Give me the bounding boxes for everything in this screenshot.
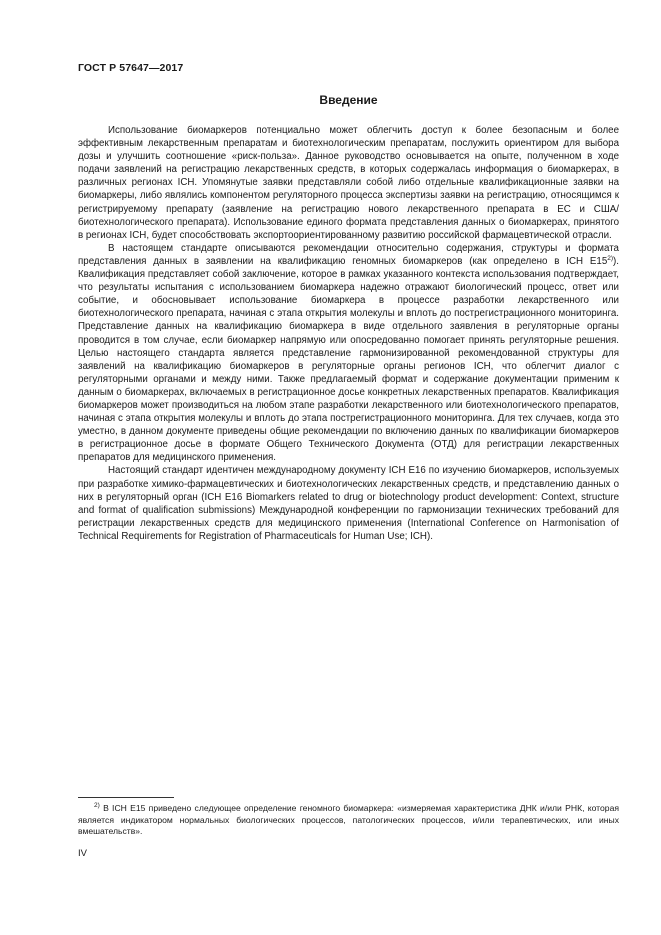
footnote-paragraph (78, 803, 619, 838)
footnote-marker: 2) (94, 802, 100, 810)
paragraph-2 (78, 242, 619, 465)
footnote-text: В ICH E15 приведено следующее определение геномного биомаркера: «измеряемая характеристика ДНК и/или РНК, которая является индикатором нормальных биологических процессов, патологических процессов, и/или терапевтических, или иных вмешательств». (78, 803, 620, 837)
footnote-reference[interactable]: 2) (607, 254, 614, 262)
page-number: IV (78, 848, 87, 859)
footnote-divider (78, 797, 174, 798)
document-code: ГОСТ Р 57647—2017 (78, 62, 184, 74)
paragraph-text: Использование биомаркеров потенциально может облегчить доступ к более безопасным и более эффективным лекарственным препаратам и биотехнологическим препаратам, послужить ориентиром для выбора дозы и улучшить соотношение «риск-польза». Данное руководство основывается на опыте, полученном в ходе подачи заявлений на регистрацию лекарственных средств, в которых содержалась информация о биомаркерах, в различных регионах ICH. Упомянутые заявки представляли собой либо отдельные квалификационные заявки на биомаркеры, либо являлись компонентом регуляторного процесса экспертизы заявки на регистрацию, относящимся к регистрируемому препарату (заявление на регистрацию нового лекарственного препарата в ЕС и США/биотехнологического препарата). Использование единого формата представления данных о биомаркерах, принятого в регионах ICH, будет способствовать экспортоориентированному развитию российской фармацевтической отрасли. (78, 125, 619, 241)
section-title: Введение (319, 93, 378, 107)
footnote (78, 803, 619, 838)
paragraph-text-after-ref: ). Квалификация представляет собой заключение, которое в рамках указанного контекста использования подтверждает, что результаты испытания с использованием биомаркера надежно отражают биологический процесс, ответ или событие, и обосновывает использование биомаркера в процессе разработки лекарственного или биотехнологического препарата, начиная с этапа открытия молекулы и вплоть до пострегистрационного мониторинга. Представление данных на квалификацию биомаркера в виде отдельного заявления в регуляторные органы проводится в том случае, если биомаркер напрямую или опосредованно помогает принять регуляторные решения. Целью настоящего стандарта является представление гармонизированной рекомендованной структуры для заявлений на квалификацию биомаркеров в регуляторные органы регионов ICH, что облегчит диалог с регуляторными органами и между ними. Также предлагаемый формат и содержание документации применим к данным о биомаркерах, включаемых в регистрационное досье конкретных лекарственных препаратов. Квалификация биомаркеров может производиться на любом этапе разработки лекарственного или биотехнологического препаратов, начиная с этапа открытия молекулы и вплоть до этапа пострегистрационного мониторинга. Для тех случаев, когда это уместно, в данном документе приведены общие рекомендации по включению данных по квалификации биомаркеров в регистрационное досье в формате Общего Технического Документа (ОТД) для регистрации лекарственных препаратов для медицинского применения. (78, 255, 619, 464)
paragraph-3 (78, 464, 619, 543)
body-text (78, 124, 619, 543)
paragraph-text: Настоящий стандарт идентичен международному документу ICH E16 по изучению биомаркеров, используемых при разработке химико-фармацевтических и биотехнологических лекарственных средств, и представлению данных о них в регуляторный орган (ICH E16 Biomarkers related to drug or biotechnology product development: Context, structure and format of qualification submissions) Международной конференции по гармонизации технических требований для регистрации лекарственных средств для медицинского применения (International Conference on Harmonisation of Technical Requirements for Registration of Pharmaceuticals for Human Use; ICH). (78, 465, 619, 542)
paragraph-1 (78, 124, 619, 242)
paragraph-text-before-ref: В настоящем стандарте описываются рекомендации относительно содержания, структуры и формата представления данных в заявлении на квалификацию геномных биомаркеров (как определено в ICH E15 (78, 242, 619, 267)
